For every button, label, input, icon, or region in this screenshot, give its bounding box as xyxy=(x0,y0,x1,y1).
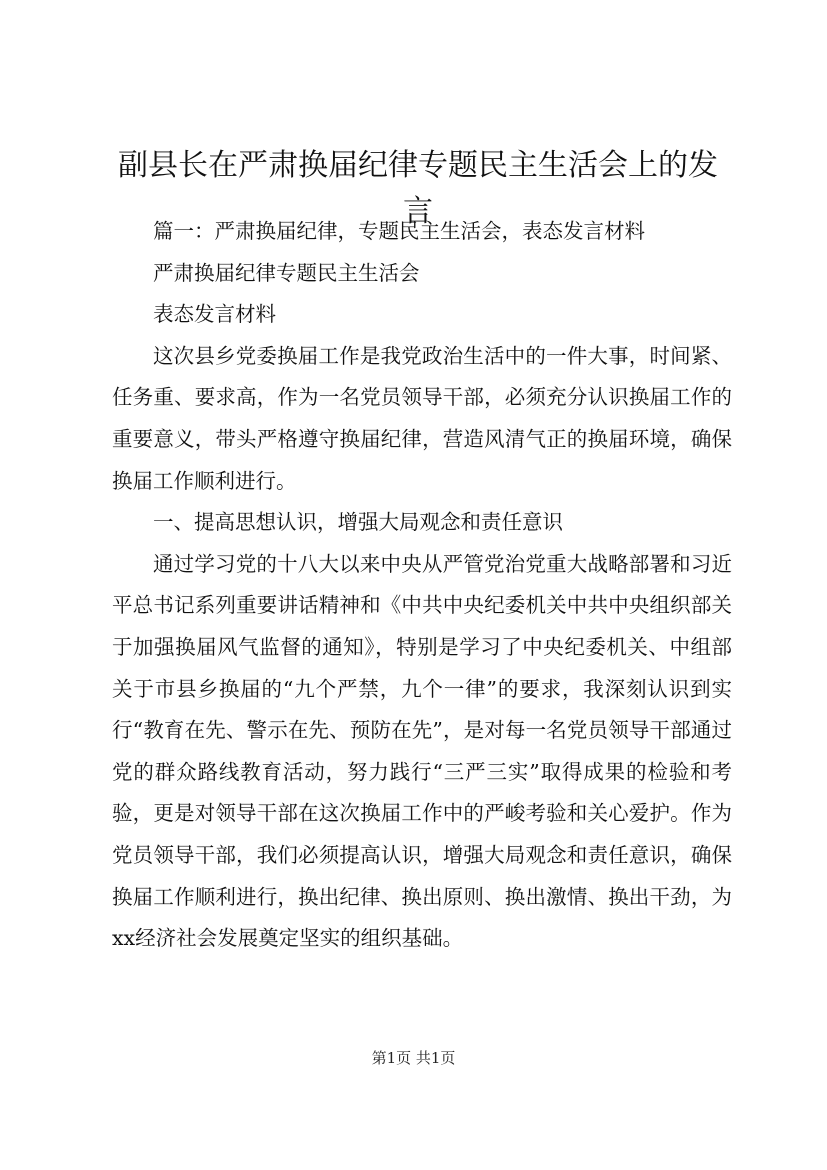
document-body xyxy=(112,211,732,960)
paragraph-section-heading: 篇一：严肃换届纪律，专题民主生活会，表态发言材料 xyxy=(153,219,645,243)
paragraph-subtitle: 严肃换届纪律专题民主生活会 xyxy=(153,260,420,285)
paragraph-subtitle-2: 表态发言材料 xyxy=(153,302,276,327)
paragraph-point-one-body: 通过学习党的十八大以来中央从严管党治党重大战略部署和习近平总书记系列重要讲话精神和《中共中央纪委机关中共中央组织部关于加强换届风气监督的通知》，特别是学习了中央纪委机关、中组部关于市县乡换届的“九个严禁，九个一律”的要求，我深刻认识到实行“教育在先、警示在先、预防在先”，是对每一名党员领导干部通过党的群众路线教育活动，努力践行“三严三实”取得成果的检验和考验，更是对领导干部在这次换届工作中的严峻考验和关心爱护。作为党员领导干部，我们必须提高认识，增强大局观念和责任意识，确保换届工作顺利进行，换出纪律、换出原则、换出激情、换出干劲，为xx经济社会发展奠定坚实的组织基础。 xyxy=(112,551,732,951)
page-number-footer: 第1页 共1页 xyxy=(371,1049,456,1067)
document-title: 副县长在严肃换届纪律专题民主生活会上的发言 xyxy=(118,148,718,229)
paragraph-point-one-heading: 一、提高思想认识，增强大局观念和责任意识 xyxy=(153,510,563,535)
paragraph-intro: 这次县乡党委换届工作是我党政治生活中的一件大事，时间紧、任务重、要求高，作为一名党员领导干部，必须充分认识换届工作的重要意义，带头严格遵守换届纪律，营造风清气正的换届环境，确保换届工作顺利进行。 xyxy=(112,343,732,493)
